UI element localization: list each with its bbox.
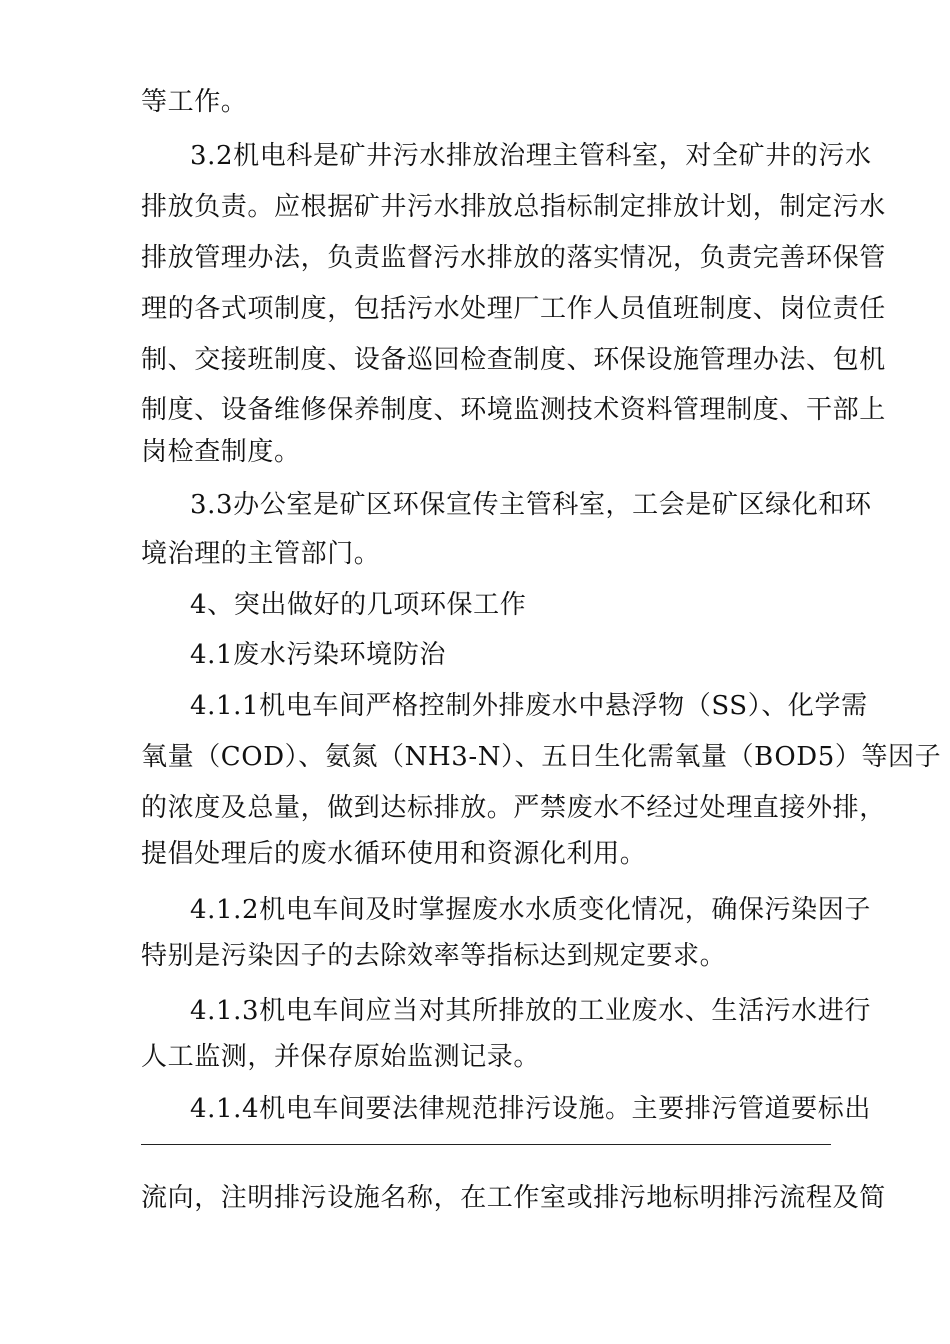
text-line: 排放管理办法，负责监督污水排放的落实情况，负责完善环保管 <box>141 243 886 273</box>
paragraph-3-3-line: 3.3办公室是矿区环保宣传主管科室，工会是矿区绿化和环 <box>190 490 872 520</box>
text-line: 制、交接班制度、设备巡回检查制度、环保设施管理办法、包机 <box>141 345 886 375</box>
text-line: 排放负责。应根据矿井污水排放总指标制定排放计划，制定污水 <box>141 192 886 222</box>
paragraph-4-1-4-line: 4.1.4机电车间要法律规范排污设施。主要排污管道要标出 <box>190 1094 871 1124</box>
paragraph-3-2-line: 3.2机电科是矿井污水排放治理主管科室，对全矿井的污水 <box>190 141 872 171</box>
section-heading-4-1: 4.1废水污染环境防治 <box>190 640 446 670</box>
paragraph-4-1-2-line: 4.1.2机电车间及时掌握废水水质变化情况，确保污染因子 <box>190 895 871 925</box>
paragraph-4-1-3-line: 4.1.3机电车间应当对其所排放的工业废水、生活污水进行 <box>190 996 871 1026</box>
text-line: 提倡处理后的废水循环使用和资源化利用。 <box>141 839 647 869</box>
text-line: 人工监测，并保存原始监测记录。 <box>141 1042 541 1072</box>
text-line: 岗检查制度。 <box>141 437 301 467</box>
text-line: 特别是污染因子的去除效率等指标达到规定要求。 <box>141 941 727 971</box>
section-heading-4: 4、突出做好的几项环保工作 <box>190 590 527 620</box>
paragraph-4-1-1-line: 4.1.1机电车间严格控制外排废水中悬浮物（SS）、化学需 <box>190 691 868 721</box>
text-line: 境治理的主管部门。 <box>141 539 381 569</box>
text-line: 的浓度及总量，做到达标排放。严禁废水不经过处理直接外排， <box>141 793 886 823</box>
text-line: 氧量（COD）、氨氮（NH3-N）、五日生化需氧量（BOD5）等因子 <box>141 742 942 772</box>
text-line: 等工作。 <box>141 87 248 117</box>
page-divider <box>141 1144 831 1145</box>
text-line: 制度、设备维修保养制度、环境监测技术资料管理制度、干部上 <box>141 395 886 425</box>
text-line: 理的各式项制度，包括污水处理厂工作人员值班制度、岗位责任 <box>141 294 886 324</box>
continuation-line: 流向，注明排污设施名称，在工作室或排污地标明排污流程及简 <box>141 1183 886 1213</box>
